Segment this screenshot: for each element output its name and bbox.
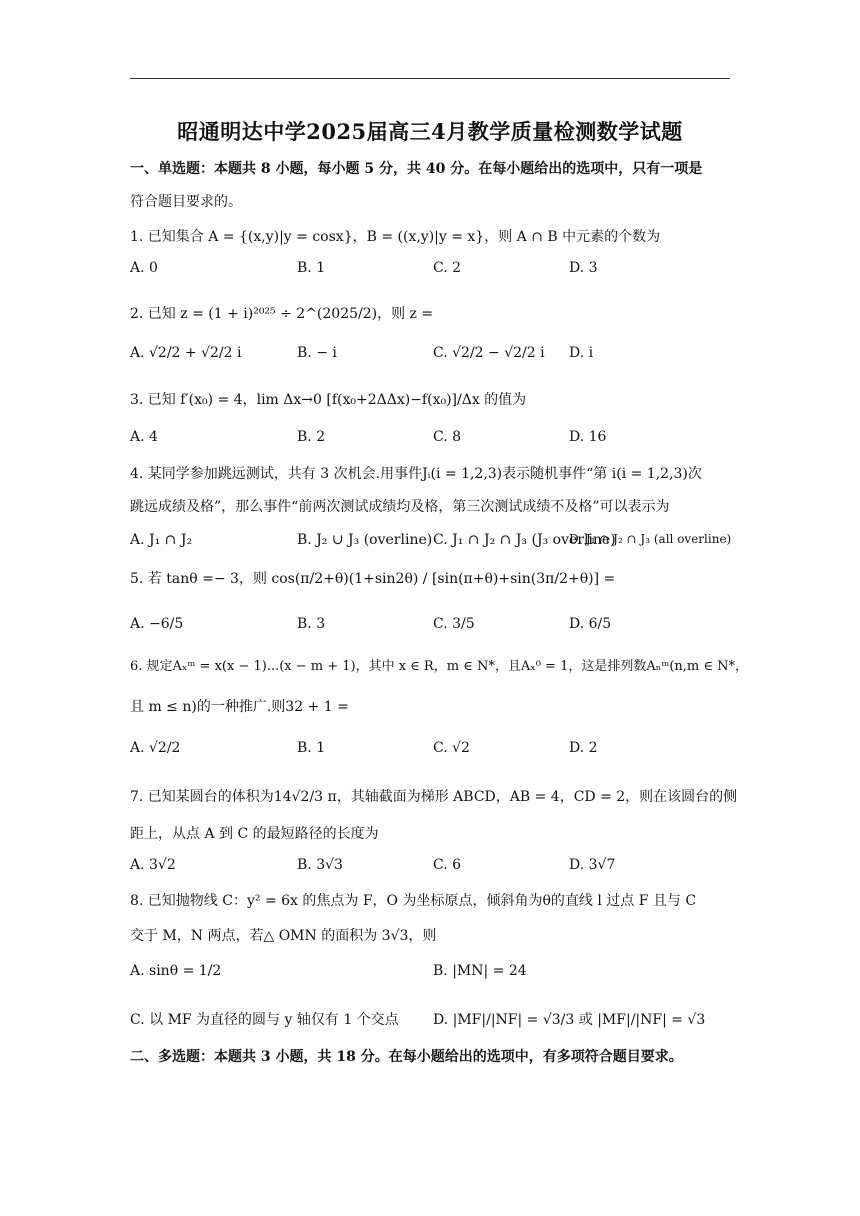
q4-option-c: C. J₁ ∩ J₂ ∩ J₃ (J₃ overline): [433, 532, 616, 548]
question-8-stem-line1: 8. 已知抛物线 C：y² = 6x 的焦点为 F，O 为坐标原点，倾斜角为θ的直线 l 过点 F 且与 C: [130, 893, 697, 909]
q6-option-a: A. √2/2: [130, 740, 181, 756]
question-7-stem-line1: 7. 已知某圆台的体积为14√2/3 π，其轴截面为梯形 ABCD，AB = 4，CD = 2，则在该圆台的侧: [130, 789, 738, 805]
q8-option-d: D. |MF|/|NF| = √3/3 或 |MF|/|NF| = √3: [433, 1012, 706, 1028]
question-5-stem: 5. 若 tanθ =− 3，则 cos(π/2+θ)(1+sin2θ) / [sin(π+θ)+sin(3π/2+θ)] =: [130, 571, 616, 587]
q1-option-a: A. 0: [130, 260, 158, 276]
question-2-stem: 2. 已知 z = (1 + i)²⁰²⁵ ÷ 2^(2025/2)，则 z =: [130, 306, 434, 322]
q1-option-c: C. 2: [433, 260, 462, 276]
q4-option-b: B. J₂ ∪ J₃ (overline): [297, 532, 433, 548]
q3-option-d: D. 16: [569, 429, 607, 445]
question-4-stem-line2: 跳远成绩及格”，那么事件“前两次测试成绩均及格，第三次测试成绩不及格”可以表示为: [130, 499, 670, 515]
q3-option-c: C. 8: [433, 429, 462, 445]
section-1-heading: 一、单选题：本题共 8 小题，每小题 5 分，共 40 分。在每小题给出的选项中，只有一项是: [130, 161, 703, 177]
q7-option-d: D. 3√7: [569, 857, 616, 873]
question-6-stem-line2: 且 m ≤ n)的一种推广.则32 + 1 =: [130, 699, 349, 715]
q8-option-b: B. |MN| = 24: [433, 963, 527, 979]
question-4-stem-line1: 4. 某同学参加跳远测试，共有 3 次机会.用事件Jᵢ(i = 1,2,3)表示随机事件“第 i(i = 1,2,3)次: [130, 466, 702, 482]
question-6-stem-line1: 6. 规定Aₓᵐ = x(x − 1)...(x − m + 1)，其中 x ∈ R，m ∈ N*，且Aₓ⁰ = 1，这是排列数Aₙᵐ(n,m ∈ N*，: [130, 659, 749, 674]
q2-option-a: A. √2/2 + √2/2 i: [130, 345, 242, 361]
q1-option-b: B. 1: [297, 260, 326, 276]
q8-option-a: A. sinθ = 1/2: [130, 963, 222, 979]
q2-option-c: C. √2/2 − √2/2 i: [433, 345, 545, 361]
q2-option-d: D. i: [569, 345, 594, 361]
page-title: 昭通明达中学2025届高三4月教学质量检测数学试题: [177, 119, 683, 144]
section-1-heading-cont: 符合题目要求的。: [130, 194, 242, 210]
q8-option-c: C. 以 MF 为直径的圆与 y 轴仅有 1 个交点: [130, 1012, 399, 1028]
q6-option-d: D. 2: [569, 740, 598, 756]
question-7-stem-line2: 距上，从点 A 到 C 的最短路径的长度为: [130, 826, 379, 842]
header-rule: [130, 78, 730, 79]
question-3-stem: 3. 已知 f′(x₀) = 4，lim Δx→0 [f(x₀+2ΔΔx)−f(x₀)]/Δx 的值为: [130, 392, 527, 408]
q7-option-a: A. 3√2: [130, 857, 176, 873]
q1-option-d: D. 3: [569, 260, 598, 276]
q3-option-a: A. 4: [130, 429, 158, 445]
q7-option-b: B. 3√3: [297, 857, 343, 873]
q5-option-a: A. −6/5: [130, 616, 184, 632]
q2-option-b: B. − i: [297, 345, 337, 361]
question-8-stem-line2: 交于 M，N 两点，若△ OMN 的面积为 3√3，则: [130, 928, 437, 944]
section-2-heading: 二、多选题：本题共 3 小题，共 18 分。在每小题给出的选项中，有多项符合题目要求。: [130, 1049, 683, 1065]
q4-option-a: A. J₁ ∩ J₂: [130, 532, 193, 548]
q3-option-b: B. 2: [297, 429, 326, 445]
q6-option-c: C. √2: [433, 740, 470, 756]
q6-option-b: B. 1: [297, 740, 326, 756]
q7-option-c: C. 6: [433, 857, 462, 873]
q5-option-c: C. 3/5: [433, 616, 475, 632]
q4-option-d: D. J₁ ∩ J₂ ∩ J₃ (all overline): [569, 532, 732, 546]
q5-option-d: D. 6/5: [569, 616, 612, 632]
question-1-stem: 1. 已知集合 A = {(x,y)|y = cosx}，B = ((x,y)|y = x}，则 A ∩ B 中元素的个数为: [130, 229, 661, 245]
q5-option-b: B. 3: [297, 616, 326, 632]
